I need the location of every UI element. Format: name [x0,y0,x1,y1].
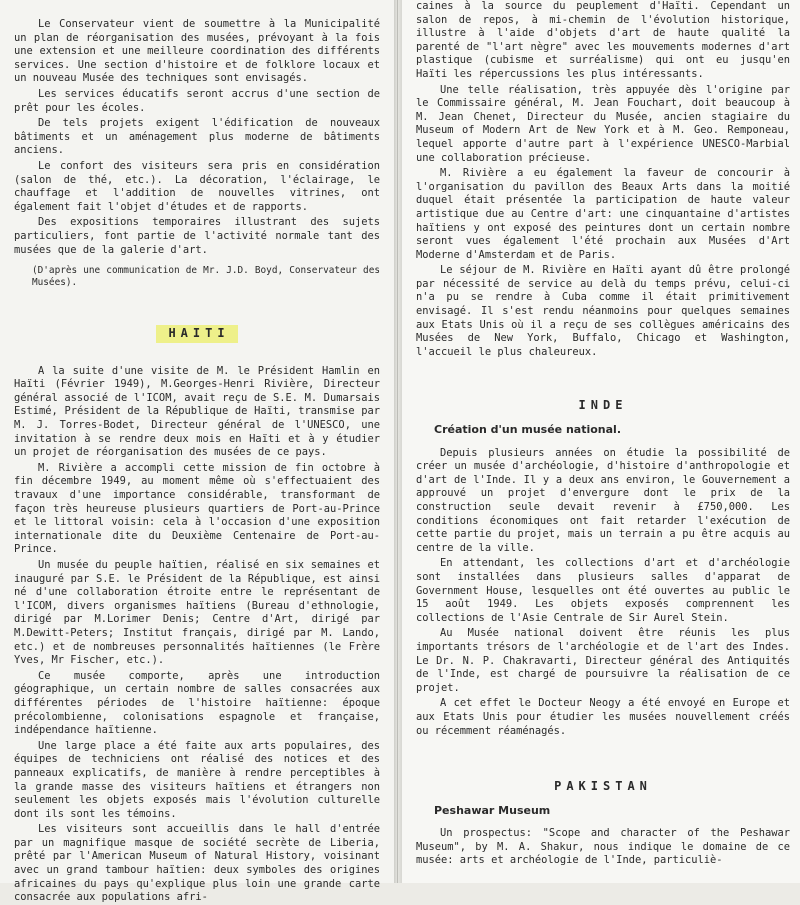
paragraph: M. Rivière a eu également la faveur de concourir à l'organisation du pavillon des Beaux Arts dans la moitié duquel était présentée la participation de haute valeur artistique due au Centre d'art: une cinquantaine d'artistes haïtiens y ont exposé des peintures dont un certain nombre seront vues également l'été prochain aux Musées d'Art Moderne d'Amsterdam et de Paris. [416,167,790,261]
paragraph: Le confort des visiteurs sera pris en considération (salon de thé, etc.). La décoration, l'éclairage, le chauffage et l'addition de nouvelles vitrines, ont également fait l'objet d'études et de rapports. [14,159,380,213]
paragraph: En attendant, les collections d'art et d'archéologie sont installées dans plusieurs salles d'apparat de Government House, lesquelles ont été ouvertes au public le 15 août 1949. Les objets exposés comprennent les collections de l'Asie Centrale de Sir Aurel Stein. [416,557,790,624]
paragraph: Le Conservateur vient de soumettre à la Municipalité un plan de réorganisation des musées, prévoyant à la fois une extension et une meilleure coordination des différents services. Une section d'histoire et de folklore locaux et un nouveau Musée des techniques sont envisagés. [14,18,380,85]
paragraph: Les services éducatifs seront accrus d'une section de prêt pour les écoles. [14,87,380,114]
subsection-title: Création d'un musée national. [434,423,621,437]
book-gutter [394,0,402,883]
paragraph: Un prospectus: "Scope and character of the Peshawar Museum", by M. A. Shakur, nous indique le domaine de ce musée: arts et archéologie de l'Inde, particuliè- [416,827,790,867]
paragraph: A la suite d'une visite de M. le Président Hamlin en Haïti (Février 1949), M.Georges-Henri Rivière, Directeur général associé de l'ICOM, avait reçu de S.E. M. Dumarsais Estimé, Président de la République de Haïti, transmise par M. J. Torres-Bodet, Directeur général de l'UNESCO, une invitation à se rendre deux mois en Haïti et à y étudier un projet de réorganisation des musées de ce pays. [14,364,380,459]
paragraph: caines à la source du peuplement d'Haïti. Cependant un salon de repos, à mi-chemin de l'évolution historique, illustre à l'aide d'objets d'art de haute qualité la parenté de "l'art nègre" avec les mouvements modernes d'art plastique (cubisme et surréalisme) qui ont eu jusqu'en Haïti les répercussions les plus intéressants. [416,0,790,80]
paragraph: Depuis plusieurs années on étudie la possibilité de créer un musée d'archéologie, d'histoire d'anthropologie et d'art de l'Inde. Il y a deux ans environ, le Gouvernement a approuvé un projet d'envergure dont le prix de la construction seule devait revenir à £750,000. Les conditions économiques ont fait retarder l'exécution de cette partie du projet, mais un terrain a pu être acquis au centre de la ville. [416,446,790,554]
paragraph: Le séjour de M. Rivière en Haïti ayant dû être prolongé par nécessité de service au delà du temps prévu, celui-ci n'a pu se rendre à Cuba comme il était primitivement envisagé. Il s'est rendu néanmoins pour quelques semaines aux Etats Unis où il a reçu de ses collègues américains des Musées de New York, Buffalo, Chicago et Washington, l'accueil le plus chaleureux. [416,264,790,358]
paragraph: De tels projets exigent l'édification de nouveaux bâtiments et un aménagement plus moderne de bâtiments anciens. [14,117,380,157]
highlighted-heading: HAITI [156,325,237,343]
section-heading-haiti [14,325,380,343]
section-heading-pakistan: PAKISTAN [554,779,652,794]
section-heading-inde: INDE [578,398,628,413]
left-page [0,0,394,904]
right-page [402,0,800,883]
paragraph: Une large place a été faite aux arts populaires, des équipes de techniciens ont réalisé des notices et des panneaux explicatifs, de manière à rendre perceptibles à la grande masse des visiteurs haïtiens et étrangers non seulement les objets exposés mais l'évolution culturelle dont ils sont les témoins. [14,739,380,820]
paragraph: A cet effet le Docteur Neogy a été envoyé en Europe et aux Etats Unis pour étudier les musées nouvellement créés ou récemment réaménagés. [416,697,790,737]
paragraph: Des expositions temporaires illustrant des sujets particuliers, font partie de l'activité normale tant des musées que de la galerie d'art. [14,216,380,256]
paragraph: Un musée du peuple haïtien, réalisé en six semaines et inauguré par S.E. le Président de la République, est ainsi né d'une collaboration étroite entre le représentant de l'ICOM, divers organismes haïtiens (Bureau d'ethnologie, dirigé par M.Lorimer Denis; Centre d'Art, dirigé par M.Dewitt-Peters; Institut français, dirigé par M. Lando, etc.) et de nombreuses personnalités haïtiennes (le Frère Yves, Mr Fischer, etc.). [14,559,380,667]
paragraph: Ce musée comporte, après une introduction géographique, un certain nombre de salles consacrées aux différentes périodes de l'histoire haïtienne: époque précolombienne, colonisations espagnole et française, indépendance haïtienne. [14,669,380,737]
paragraph: Les visiteurs sont accueillis dans le hall d'entrée par un magnifique masque de société secrète de Liberia, prêté par l'American Museum of Natural History, voisinant avec un grand tambour haïtien: deux symboles des origines africaines du pays qu'explique plus loin une grande carte consacrée aux populations afri- [14,823,380,904]
subsection-title: Peshawar Museum [434,803,551,817]
paragraph: M. Rivière a accompli cette mission de fin octobre à fin décembre 1949, au moment même où s'effectuaient des travaux d'une importance considérable, transformant de façon très heureuse plusieurs quartiers de Port-au-Prince et le littoral voisin: cela à l'occasion d'une exposition internationale dite du Deuxième Centenaire de Port-au-Prince. [14,461,380,556]
paragraph: Au Musée national doivent être réunis les plus importants trésors de l'archéologie et de l'art des Indes. Le Dr. N. P. Chakravarti, Directeur général des Antiquités de l'Inde, est chargé de poursuivre la réalisation de ce projet. [416,627,790,694]
paragraph: Une telle réalisation, très appuyée dès l'origine par le Commissaire général, M. Jean Fouchart, doit beaucoup à M. Jean Chenet, Directeur du Musée, ancien stagiaire du Museum of Modern Art de New York et à M. Geo. Remponeau, lequel apporte d'autre part à l'expérience UNESCO-Marbial une collaboration précieuse. [416,83,790,164]
source-credit: (D'après une communication de Mr. J.D. Boyd, Conservateur des Musées). [32,265,380,289]
